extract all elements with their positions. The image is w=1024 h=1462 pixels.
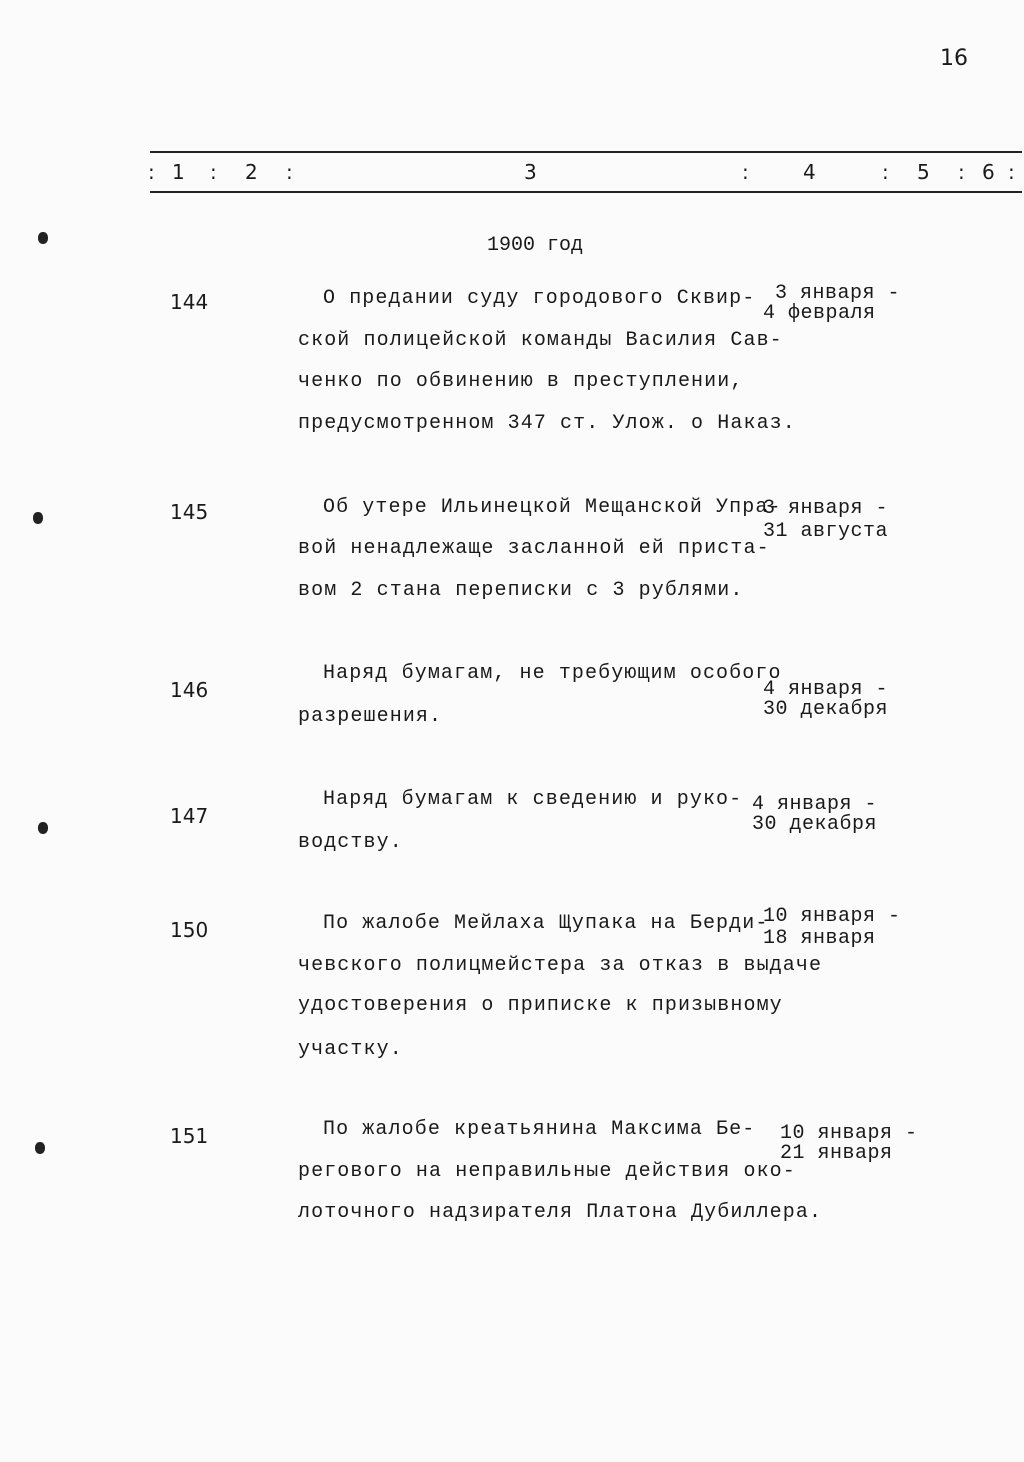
- column-header-2: 2: [245, 160, 258, 184]
- entry-number: 145: [170, 500, 209, 524]
- entry-number: 144: [170, 290, 209, 314]
- date-to: 4 февраля: [763, 302, 876, 325]
- entry-text: ченко по обвинению в преступлении,: [298, 370, 744, 393]
- column-header-3: 3: [524, 160, 537, 184]
- entry-text: удостоверения о приписке к призывному: [298, 994, 783, 1017]
- entry-text: регового на неправильные действия око-: [298, 1160, 796, 1183]
- date-from: 3 января -: [775, 282, 901, 305]
- date-to: 31 августа: [763, 520, 889, 543]
- entry-text: Наряд бумагам, не требующим особого: [323, 662, 782, 685]
- entry-text: разрешения.: [298, 705, 443, 728]
- date-to: 18 января: [763, 927, 876, 950]
- column-header-5: 5: [917, 160, 930, 184]
- page-number: 16: [940, 46, 968, 71]
- binding-hole-mark: [38, 822, 48, 834]
- entry-text: вой ненадлежаще засланной ей приста-: [298, 537, 770, 560]
- entry-text: Об утере Ильинецкой Мещанской Упра-: [323, 496, 782, 519]
- year-heading: 1900 год: [487, 234, 584, 257]
- date-to: 30 декабря: [752, 813, 878, 836]
- binding-hole-mark: [38, 232, 48, 244]
- entry-text: участку.: [298, 1038, 403, 1061]
- column-header-4: 4: [803, 160, 816, 184]
- column-separator: :: [742, 160, 749, 184]
- header-rule-top: [150, 151, 1022, 153]
- entry-text: вом 2 стана переписки с 3 рублями.: [298, 579, 744, 602]
- entry-number: 147: [170, 804, 209, 828]
- binding-hole-mark: [35, 1142, 45, 1154]
- entry-text: По жалобе креатьянина Максима Бе-: [323, 1118, 756, 1141]
- column-separator: :: [286, 160, 293, 184]
- entry-text: водству.: [298, 831, 403, 854]
- entry-text: Наряд бумагам к сведению и руко-: [323, 788, 743, 811]
- date-from: 10 января -: [780, 1122, 918, 1145]
- column-separator: :: [882, 160, 889, 184]
- entry-number: 146: [170, 678, 209, 702]
- entry-text: По жалобе Мейлаха Щупака на Берди-: [323, 912, 769, 935]
- column-separator: :: [958, 160, 965, 184]
- column-separators: :: [148, 160, 155, 184]
- entry-number: 151: [170, 1124, 209, 1148]
- entry-number: 150: [170, 918, 209, 942]
- entry-text: ской полицейской команды Василия Сав-: [298, 329, 783, 352]
- column-header-6: 6: [982, 160, 995, 184]
- date-to: 30 декабря: [763, 698, 889, 721]
- binding-hole-mark: [33, 512, 43, 524]
- column-separator: :: [210, 160, 217, 184]
- date-from: 3 января -: [763, 497, 889, 520]
- date-from: 10 января -: [763, 905, 901, 928]
- entry-text: чевского полицмейстера за отказ в выдаче: [298, 954, 823, 977]
- entry-text: лоточного надзирателя Платона Дубиллера.: [298, 1201, 823, 1224]
- column-header-1: 1: [172, 160, 185, 184]
- date-from: 4 января -: [763, 678, 889, 701]
- column-separator: :: [1008, 160, 1015, 184]
- entry-text: О предании суду городового Сквир-: [323, 287, 756, 310]
- header-rule-bottom: [150, 191, 1022, 193]
- date-from: 4 января -: [752, 793, 878, 816]
- date-to: 21 января: [780, 1142, 893, 1165]
- entry-text: предусмотренном 347 ст. Улож. о Наказ.: [298, 412, 796, 435]
